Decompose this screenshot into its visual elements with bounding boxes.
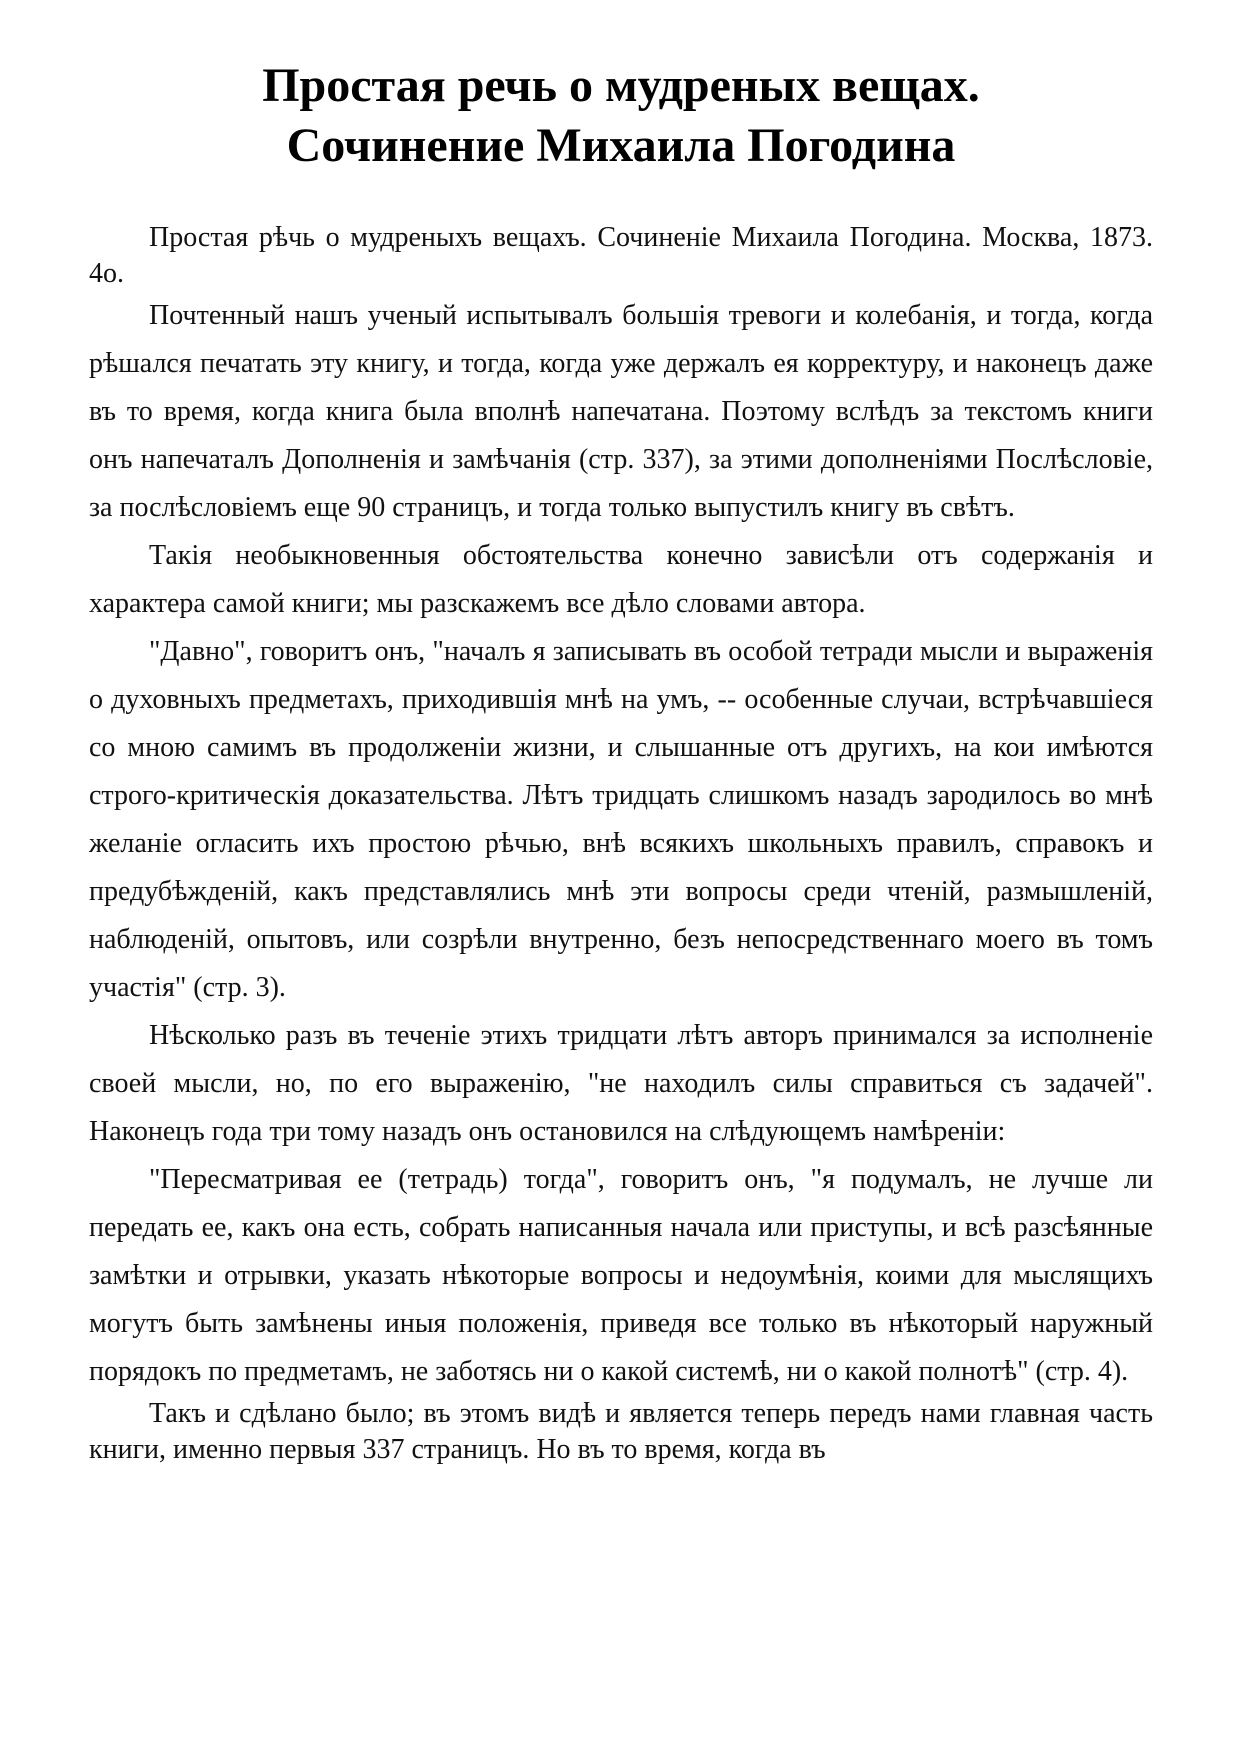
paragraph: Такъ и сдѣлано было; въ этомъ видѣ и является теперь передъ нами главная часть книги, именно первыя 337 страницъ. Но въ то время, когда въ: [89, 1398, 1153, 1465]
title-line-1: Простая речь о мудреных вещах.: [262, 59, 980, 112]
paragraph: "Пересматривая ее (тетрадь) тогда", говоритъ онъ, "я подумалъ, не лучше ли передать ее, какъ она есть, собрать написанныя начала или приступы, и всѣ разсѣянные замѣтки и отрывки, указать нѣкоторые вопросы и недоумѣнія, коими для мыслящихъ могутъ быть замѣнены иныя положенія, приведя все только въ нѣкоторый наружный порядокъ по предметамъ, не заботясь ни о какой системѣ, ни о какой полнотѣ" (стр. 4).: [89, 1164, 1153, 1387]
paragraph: Такія необыкновенныя обстоятельства конечно зависѣли отъ содержанія и характера самой книги; мы разскажемъ все дѣло словами автора.: [89, 540, 1153, 619]
document-body: [89, 220, 1153, 1468]
paragraph: Нѣсколько разъ въ теченіе этихъ тридцати лѣтъ авторъ принимался за исполненіе своей мысли, но, по его выраженію, "не находилъ силы справиться съ задачей". Наконецъ года три тому назадъ онъ остановился на слѣдующемъ намѣреніи:: [89, 1020, 1153, 1147]
paragraph: "Давно", говоритъ онъ, "началъ я записывать въ особой тетради мысли и выраженія о духовныхъ предметахъ, приходившія мнѣ на умъ, -- особенные случаи, встрѣчавшіеся со мною самимъ въ продолженіи жизни, и слышанные отъ другихъ, на кои имѣются строго-критическія доказательства. Лѣтъ тридцать слишкомъ назадъ зародилось во мнѣ желаніе огласить ихъ простою рѣчью, внѣ всякихъ школьныхъ правилъ, справокъ и предубѣжденій, какъ представлялись мнѣ эти вопросы среди чтеній, размышленій, наблюденій, опытовъ, или созрѣли внутренно, безъ непосредственнаго моего въ томъ участія" (стр. 3).: [89, 636, 1153, 1003]
paragraph: Почтенный нашъ ученый испытывалъ большія тревоги и колебанія, и тогда, когда рѣшался печатать эту книгу, и тогда, когда уже держалъ ея корректуру, и наконецъ даже въ то время, когда книга была вполнѣ напечатана. Поэтому вслѣдъ за текстомъ книги онъ напечаталъ Дополненія и замѣчанія (стр. 337), за этими дополненіями Послѣсловіе, за послѣсловіемъ еще 90 страницъ, и тогда только выпустилъ книгу въ свѣтъ.: [89, 300, 1153, 523]
document-title: [89, 56, 1153, 176]
document-page: [89, 56, 1153, 1468]
title-line-2: Сочинение Михаила Погодина: [286, 119, 956, 172]
paragraph: Простая рѣчь о мудреныхъ вещахъ. Сочиненіе Михаила Погодина. Москва, 1873. 4о.: [89, 222, 1153, 289]
